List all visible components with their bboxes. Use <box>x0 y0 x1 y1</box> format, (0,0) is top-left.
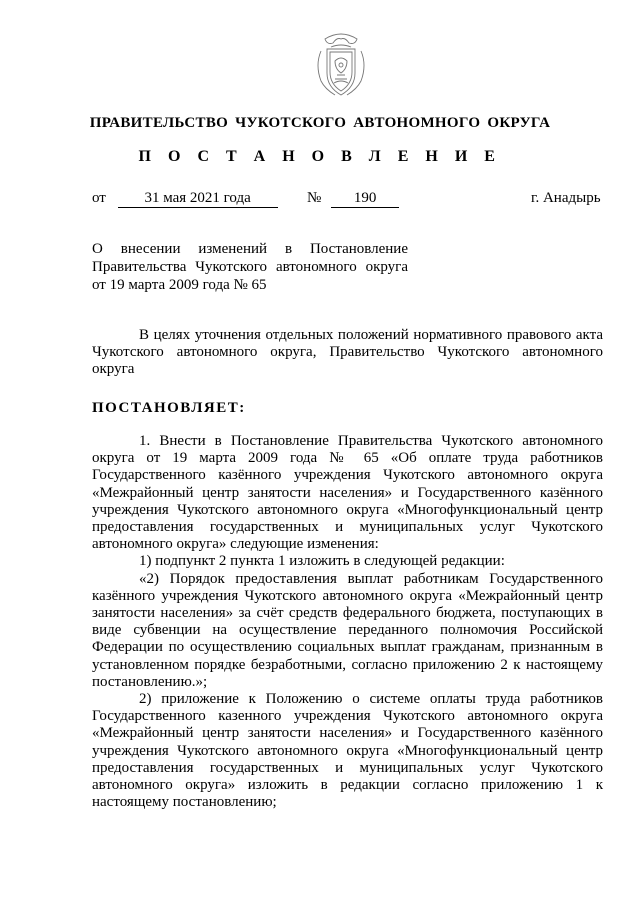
text-line: 1) подпункт 2 пункта 1 изложить в следующей редакции: <box>139 553 505 570</box>
text-line: виде субвенции на осуществление переданного полномочия Российской <box>92 622 603 639</box>
text-line: автономного округа» следующие изменения: <box>92 536 379 553</box>
text-line: предоставления государственных и муниципальных услуг Чукотского <box>92 519 603 536</box>
text-line: округа <box>92 361 135 378</box>
text-line: «Межрайонный центр занятости населения» и Государственного казённого <box>92 484 603 501</box>
government-title: ПРАВИТЕЛЬСТВО ЧУКОТСКОГО АВТОНОМНОГО ОКРУГА <box>89 115 551 131</box>
paragraph-1 <box>92 433 603 811</box>
text-line: учреждения Чукотского автономного округа «Многофункциональный центр <box>92 742 603 759</box>
number-label: № <box>307 190 322 206</box>
document-type-heading: П О С Т А Н О В Л Е Н И Е <box>138 148 502 165</box>
document-subject <box>92 240 408 294</box>
text-line: Чукотского автономного округа, Правительство Чукотского автономного <box>92 344 603 361</box>
text-line: учреждения Чукотского автономного округа «Многофункциональный центр <box>92 501 603 518</box>
text-line: занятости населения» за счёт средств федерального бюджета, поступающих в <box>92 605 603 622</box>
preamble-paragraph <box>92 327 603 379</box>
text-line: 2) приложение к Положению о системе оплаты труда работников <box>139 691 603 708</box>
text-line: настоящему постановлению; <box>92 794 277 811</box>
text-line: «2) Порядок предоставления выплат работникам Государственного <box>139 570 603 587</box>
text-line: Государственного казённого учреждения Чукотского автономного округа <box>92 467 603 484</box>
text-line: предоставления государственных и муниципальных услуг Чукотского <box>92 759 603 776</box>
city-label: г. Анадырь <box>531 190 601 206</box>
number-row <box>307 190 399 208</box>
text-line: казённого учреждения Чукотского автономного округа «Межрайонный центр <box>92 587 603 604</box>
text-line: автономного округа» изложить в редакции согласно приложению 1 к <box>92 777 603 794</box>
text-line: округа от 19 марта 2009 года № 65 «Об оплате труда работников <box>92 450 603 467</box>
text-line: Федерации по осуществлению социальных выплат гражданам, признанным в <box>92 639 603 656</box>
subject-line: от 19 марта 2009 года № 65 <box>92 277 267 293</box>
text-line: постановлению.»; <box>92 673 208 690</box>
date-row <box>92 190 278 208</box>
coat-of-arms-emblem <box>305 25 377 103</box>
text-line: установленном порядке безработными, согласно приложению 2 к настоящему <box>92 656 603 673</box>
text-line: В целях уточнения отдельных положений нормативного правового акта <box>139 327 603 343</box>
text-line: «Межрайонный центр занятости населения» и Государственного казённого <box>92 725 603 742</box>
subject-line: О внесении изменений в Постановление <box>92 241 408 257</box>
decrees-heading: ПОСТАНОВЛЯЕТ: <box>92 400 246 416</box>
document-number: 190 <box>331 190 399 208</box>
text-line: 1. Внести в Постановление Правительства Чукотского автономного <box>139 433 603 449</box>
subject-line: Правительства Чукотского автономного округа <box>92 259 408 275</box>
text-line: Государственного казенного учреждения Чукотского автономного округа <box>92 708 603 725</box>
from-label: от <box>92 190 106 206</box>
document-date: 31 мая 2021 года <box>118 190 278 208</box>
